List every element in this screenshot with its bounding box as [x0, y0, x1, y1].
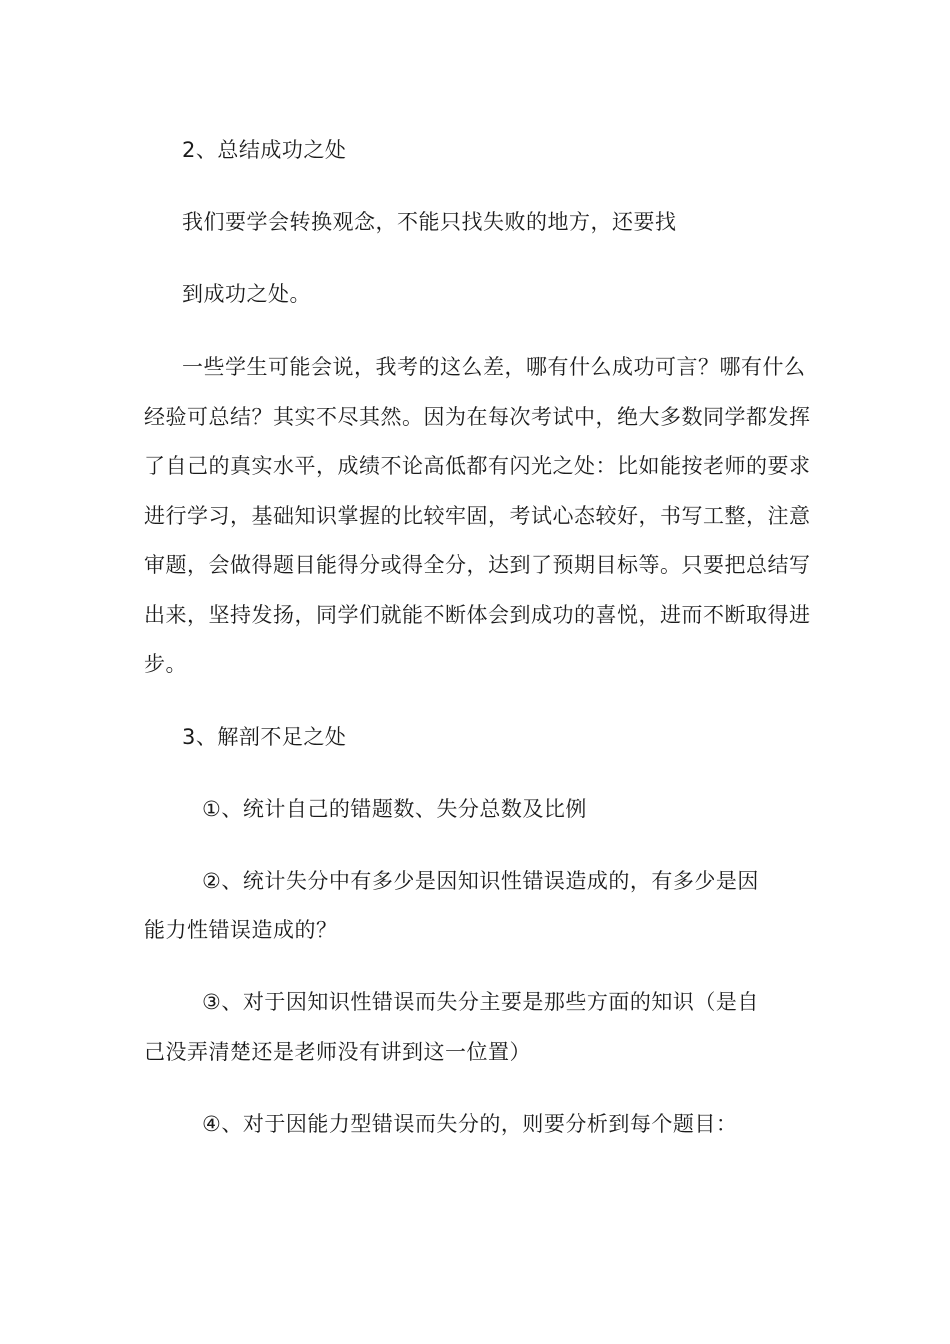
paragraph-1-line-2: 到成功之处。	[182, 282, 311, 306]
list-item-4: ④、对于因能力型错误而失分的，则要分析到每个题目：	[202, 1112, 738, 1136]
list-item-2-line-1: ②、统计失分中有多少是因知识性错误造成的，有多少是因	[202, 869, 759, 893]
list-item-2-line-2: 能力性错误造成的？	[144, 918, 338, 942]
list-item-1: ①、统计自己的错题数、失分总数及比例	[202, 797, 587, 821]
paragraph-2-text: 一些学生可能会说，我考的这么差，哪有什么成功可言？哪有什么经验可总结？其实不尽其然。因为在每次考试中，绝大多数同学都发挥了自己的真实水平，成绩不论高低都有闪光之处：比如能按老师的要求进行学习，基础知识掌握的比较牢固，考试心态较好，书写工整，注意审题，会做得题目能得分或得全分，达到了预期目标等。只要把总结写出来，坚持发扬，同学们就能不断体会到成功的喜悦，进而不断取得进步。	[144, 355, 811, 676]
list-item-3-line-1: ③、对于因知识性错误而失分主要是那些方面的知识（是自	[202, 990, 759, 1014]
paragraph-2	[144, 343, 814, 690]
section-heading-2: 2、总结成功之处	[182, 138, 347, 162]
section-heading-3: 3、解剖不足之处	[182, 725, 347, 749]
list-item-3-line-2: 己没弄清楚还是老师没有讲到这一位置）	[144, 1040, 531, 1064]
paragraph-1-line-1: 我们要学会转换观念，不能只找失败的地方，还要找	[182, 210, 677, 234]
